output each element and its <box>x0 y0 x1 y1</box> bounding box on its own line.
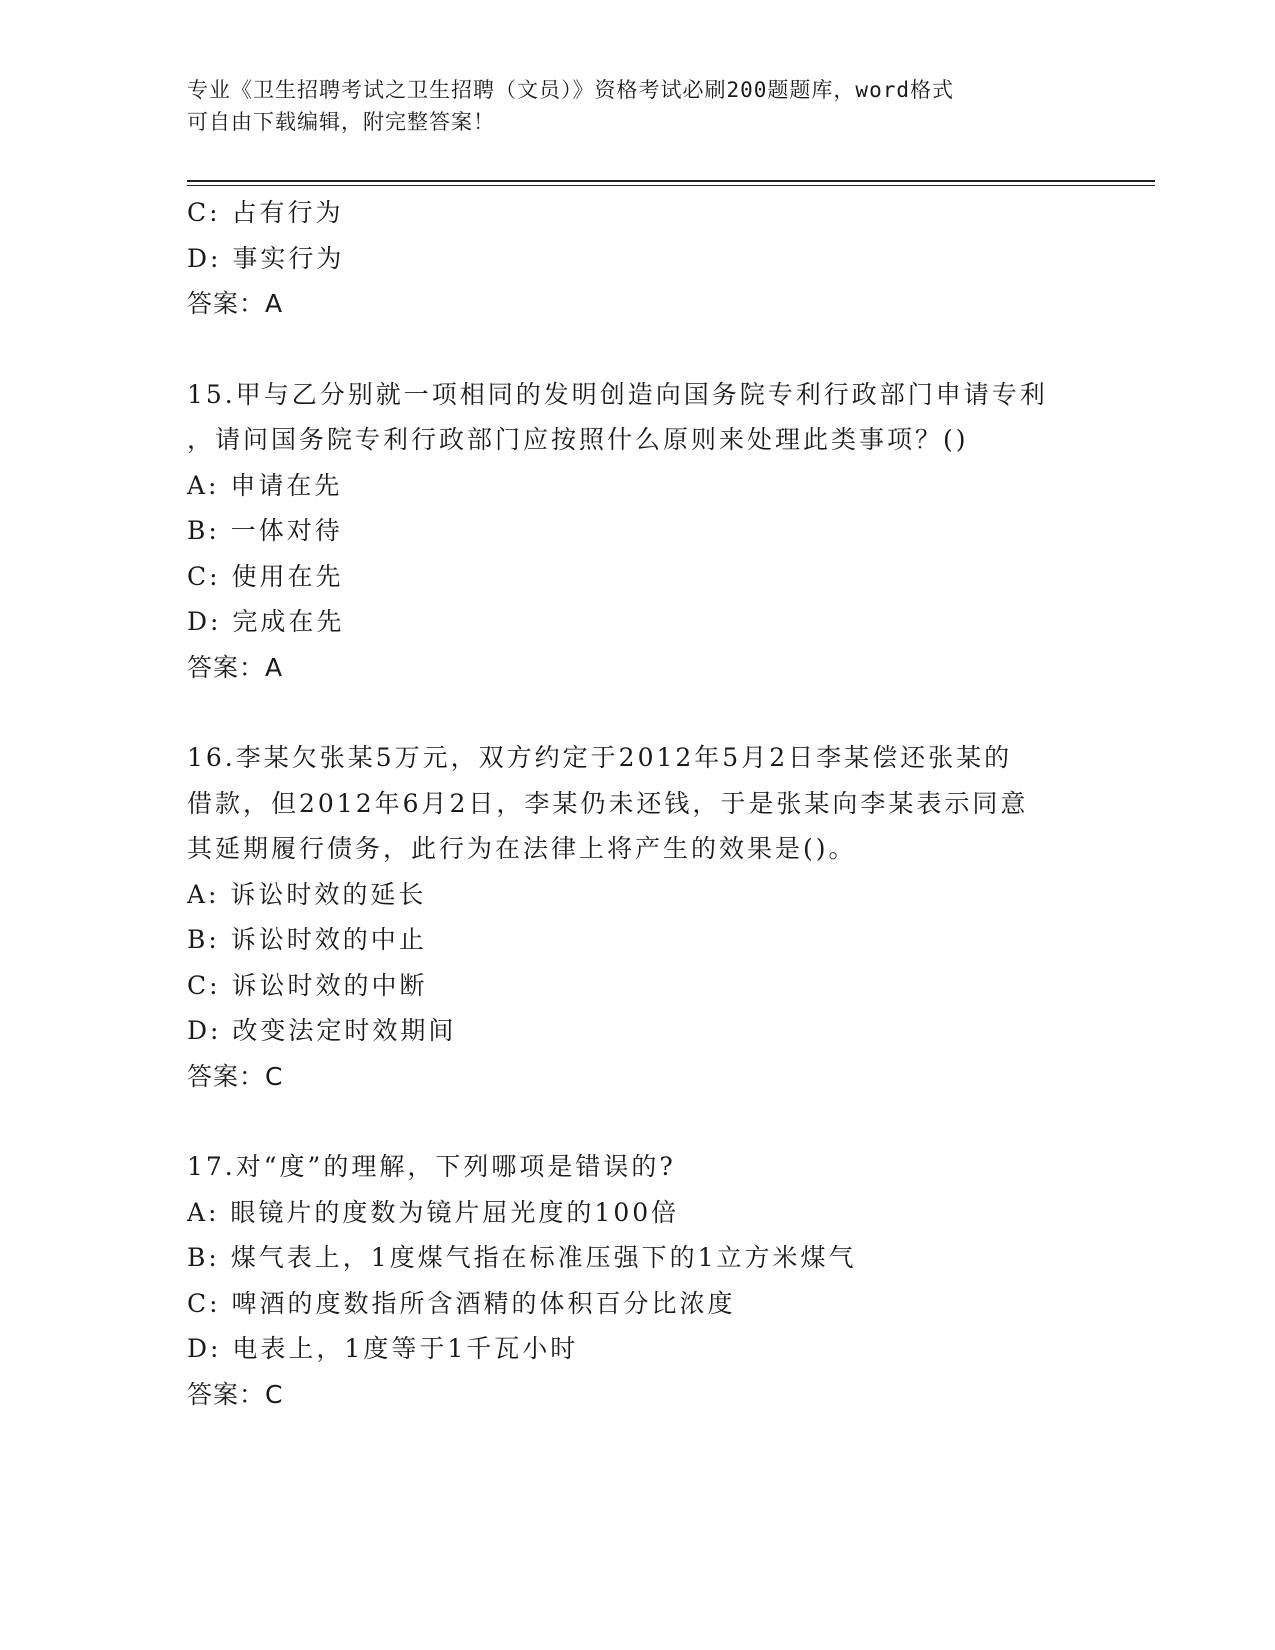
question-text-line: 借款，但2012年6月2日，李某仍未还钱，于是张某向李某表示同意 <box>187 788 1029 818</box>
question-text-line: 17.对“度”的理解，下列哪项是错误的? <box>187 1152 676 1181</box>
option-b: B: 一体对待 <box>187 516 343 545</box>
answer-label: 答案：A <box>187 652 284 682</box>
document-header <box>187 74 1067 138</box>
option-a: A: 申请在先 <box>187 470 343 500</box>
question-15 <box>187 372 1087 691</box>
prev-option-c: C: 占有行为 <box>187 198 344 227</box>
answer-label: 答案：C <box>187 1061 284 1091</box>
option-d: D: 改变法定时效期间 <box>187 1016 457 1045</box>
option-c: C: 啤酒的度数指所含酒精的体积百分比浓度 <box>187 1288 736 1318</box>
option-a: A: 眼镜片的度数为镜片屈光度的100倍 <box>187 1197 680 1227</box>
option-b: B: 煤气表上，1度煤气指在标准压强下的1立方米煤气 <box>187 1243 857 1272</box>
option-d: D: 电表上，1度等于1千瓦小时 <box>187 1334 579 1363</box>
answer-label: 答案：C <box>187 1379 284 1409</box>
header-line-1: 专业《卫生招聘考试之卫生招聘（文员）》资格考试必刷200题题库，word格式 <box>187 78 954 102</box>
document-body <box>187 190 1087 1417</box>
option-b: B: 诉讼时效的中止 <box>187 925 427 954</box>
option-d: D: 完成在先 <box>187 607 345 636</box>
option-c: C: 诉讼时效的中断 <box>187 970 428 1000</box>
question-text-line: 其延期履行债务，此行为在法律上将产生的效果是()。 <box>187 834 857 863</box>
header-rule-thick <box>187 180 1155 182</box>
question-17 <box>187 1144 1087 1417</box>
question-text-line: 15.甲与乙分别就一项相同的发明创造向国务院专利行政部门申请专利 <box>187 379 1048 409</box>
question-text-line: 16.李某欠张某5万元，双方约定于2012年5月2日李某偿还张某的 <box>187 743 1013 772</box>
option-c: C: 使用在先 <box>187 561 344 591</box>
prev-answer: 答案：A <box>187 289 284 318</box>
header-rule-thin <box>187 185 1155 186</box>
prev-option-d: D: 事实行为 <box>187 243 345 273</box>
option-a: A: 诉讼时效的延长 <box>187 879 427 909</box>
question-text-line: ，请问国务院专利行政部门应按照什么原则来处理此类事项？() <box>187 425 969 454</box>
header-line-2: 可自由下载编辑，附完整答案！ <box>187 110 495 134</box>
question-16 <box>187 735 1087 1099</box>
